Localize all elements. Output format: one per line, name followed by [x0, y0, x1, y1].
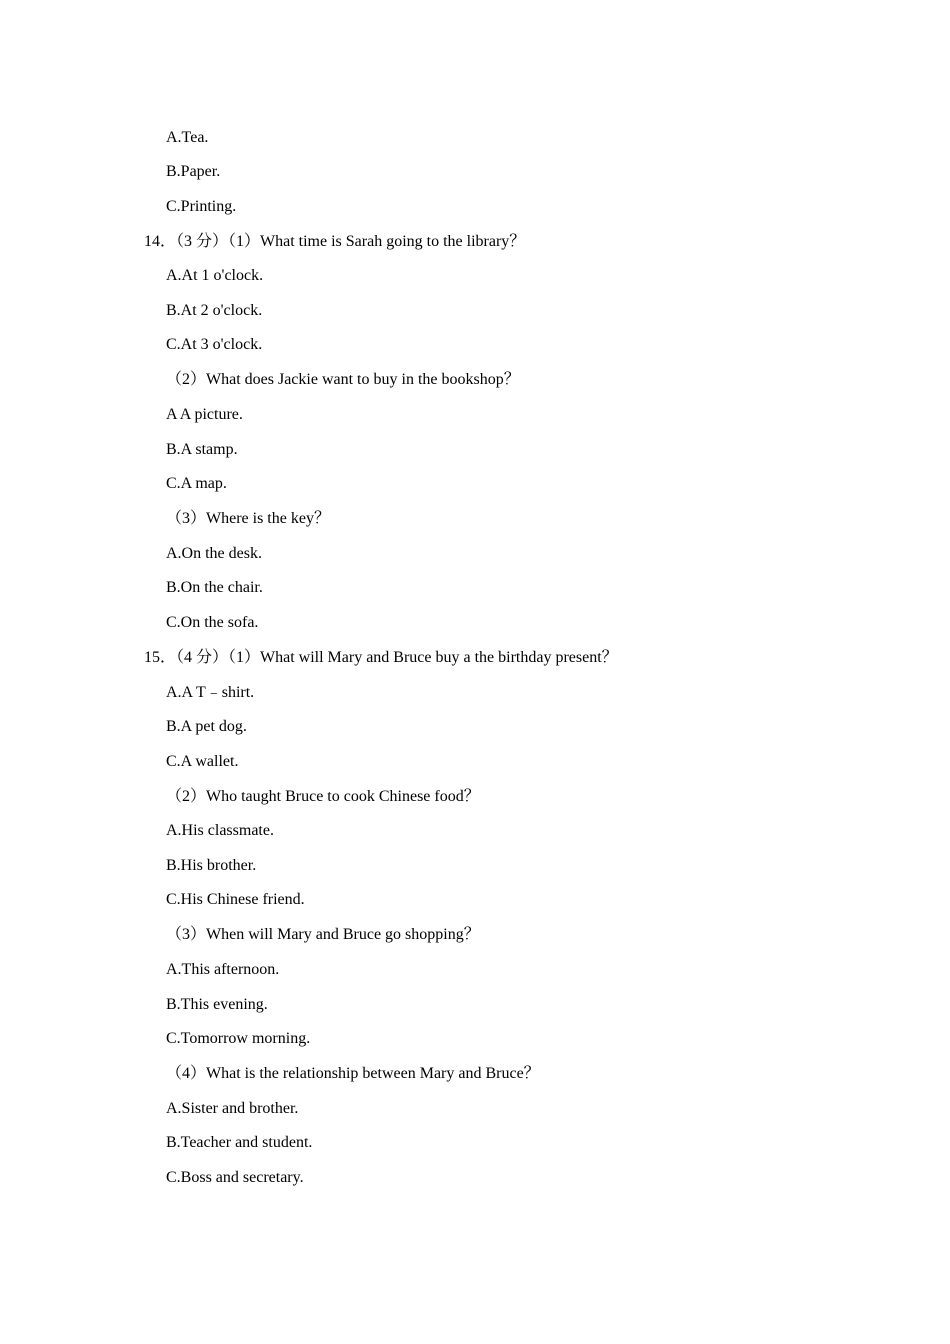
option-a: A A picture.	[166, 406, 243, 423]
option-b: B.His brother.	[166, 857, 257, 874]
option-a: A.His classmate.	[166, 822, 274, 839]
sub-question-2: （2）Who taught Bruce to cook Chinese food？	[166, 788, 480, 805]
option-a: A.This afternoon.	[166, 961, 280, 978]
option-b: B.A stamp.	[166, 441, 238, 458]
option-b: B.At 2 o'clock.	[166, 302, 263, 319]
option-a: A.On the desk.	[166, 545, 262, 562]
option-a: A.A T﹣shirt.	[166, 684, 255, 701]
option-a: A.Sister and brother.	[166, 1100, 299, 1117]
option-b: B.A pet dog.	[166, 718, 247, 735]
option-c: C.Printing.	[166, 198, 237, 215]
option-c: C.His Chinese friend.	[166, 891, 305, 908]
option-c: C.On the sofa.	[166, 614, 259, 631]
sub-question-4: （4）What is the relationship between Mary and Bruce？	[166, 1065, 540, 1082]
option-c: C.At 3 o'clock.	[166, 336, 263, 353]
option-b: B.This evening.	[166, 996, 268, 1013]
sub-question-3: （3）When will Mary and Bruce go shopping？	[166, 926, 480, 943]
sub-question-2: （2）What does Jackie want to buy in the bookshop？	[166, 371, 520, 388]
question-15: 15．（4 分）（1）What will Mary and Bruce buy a the birthday present？	[144, 649, 618, 666]
option-b: B.Paper.	[166, 163, 221, 180]
option-b: B.On the chair.	[166, 579, 263, 596]
option-a: A.Tea.	[166, 129, 209, 146]
option-c: C.Boss and secretary.	[166, 1169, 304, 1186]
option-a: A.At 1 o'clock.	[166, 267, 264, 284]
sub-question-3: （3）Where is the key？	[166, 510, 330, 527]
question-14: 14．（3 分）（1）What time is Sarah going to the library？	[144, 233, 526, 250]
option-c: C.A map.	[166, 475, 227, 492]
option-c: C.Tomorrow morning.	[166, 1030, 311, 1047]
option-b: B.Teacher and student.	[166, 1134, 313, 1151]
option-c: C.A wallet.	[166, 753, 239, 770]
